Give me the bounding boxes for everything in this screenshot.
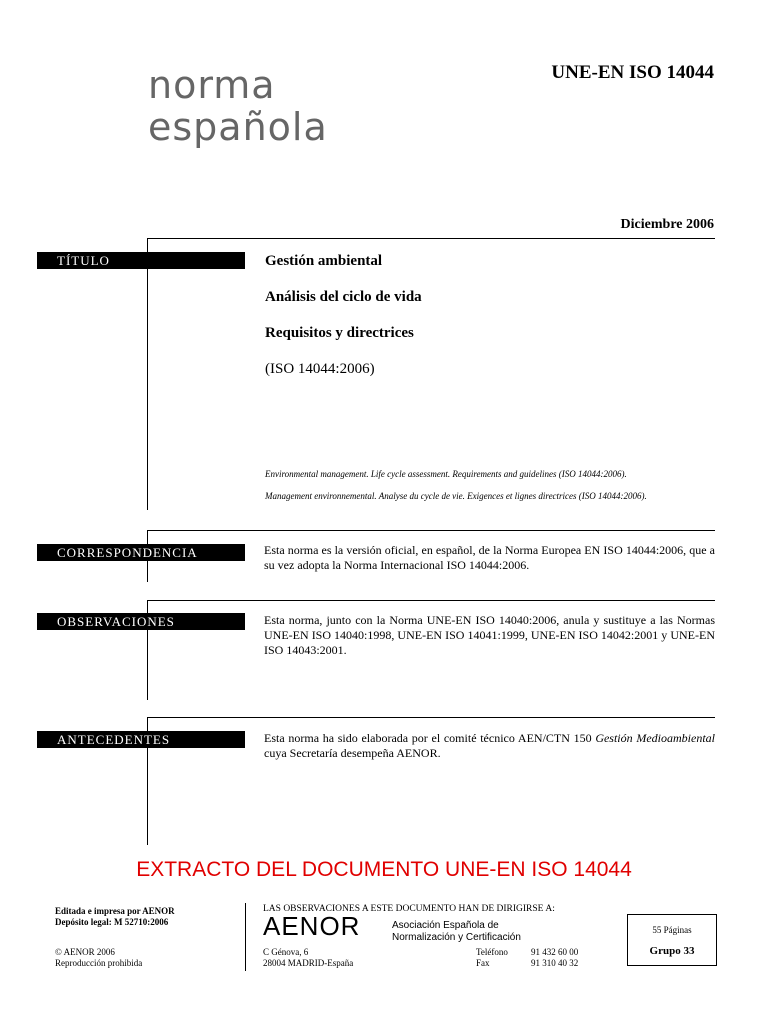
aenor-logo: AENOR	[263, 911, 361, 941]
org-name-line-1: Asociación Española de	[392, 920, 499, 931]
titulo-label: TÍTULO	[37, 252, 245, 269]
phone-number: 91 432 60 00	[531, 947, 579, 957]
address-street: C Génova, 6	[263, 947, 309, 957]
address-city: 28004 MADRID-España	[263, 958, 354, 968]
title-line-3: Requisitos y directrices	[265, 325, 414, 341]
pages-group-box	[627, 914, 717, 966]
observaciones-label: OBSERVACIONES	[37, 613, 245, 630]
fax-label: Fax	[476, 958, 490, 968]
price-group: Grupo 33	[649, 945, 695, 957]
footer-publisher-block	[55, 906, 175, 928]
legal-deposit: Depósito legal: M 52710:2006	[55, 917, 169, 927]
org-name-line-2: Normalización y Certificación	[392, 932, 521, 943]
footer-copyright-block	[55, 947, 142, 969]
correspondencia-label: CORRESPONDENCIA	[37, 544, 245, 561]
antecedentes-text	[264, 731, 715, 761]
antecedentes-label: ANTECEDENTES	[37, 731, 245, 748]
brand-line-espanola: española	[148, 105, 328, 149]
iso-reference: (ISO 14044:2006)	[265, 361, 375, 377]
reproduction-notice: Reproducción prohibida	[55, 958, 143, 968]
aenor-org-name	[392, 920, 521, 944]
footer-divider	[245, 903, 246, 971]
french-title: Management environnemental. Analyse du cycle de vie. Exigences et lignes directrices (ISO 14044:2006).	[265, 491, 647, 501]
antecedentes-text-end: cuya Secretaría desempeña AENOR.	[264, 746, 441, 760]
titulo-vertical-rule	[147, 238, 148, 510]
edited-by: Editada e impresa por AENOR	[55, 906, 175, 916]
title-line-2: Análisis del ciclo de vida	[265, 289, 422, 305]
title-line-1: Gestión ambiental	[265, 253, 383, 269]
correspondencia-text: Esta norma es la versión oficial, en español, de la Norma Europea EN ISO 14044:2006, que a su vez adopta la Norma Internacional ISO 14044:2006.	[264, 543, 715, 572]
brand-line-norma: norma	[148, 63, 276, 107]
contact-values	[531, 947, 578, 969]
observaciones-text: Esta norma, junto con la Norma UNE-EN ISO 14040:2006, anula y sustituye a las Normas UNE-EN ISO 14040:1998, UNE-EN ISO 14041:1999, UNE-EN ISO 14042:2001 y UNE-EN ISO 14043:2001.	[264, 613, 715, 657]
address-block	[263, 947, 353, 969]
antecedentes-committee-name: Gestión Medioambiental	[595, 731, 715, 745]
publication-date: Diciembre 2006	[620, 217, 714, 232]
observaciones-horizontal-rule	[147, 600, 715, 601]
english-title: Environmental management. Life cycle assessment. Requirements and guidelines (ISO 14044:2006).	[265, 469, 627, 479]
antecedentes-text-start: Esta norma ha sido elaborada por el comité técnico AEN/CTN 150	[264, 731, 596, 745]
antecedentes-horizontal-rule	[147, 717, 715, 718]
standard-code: UNE-EN ISO 14044	[551, 62, 714, 83]
correspondencia-horizontal-rule	[147, 530, 715, 531]
fax-number: 91 310 40 32	[531, 958, 579, 968]
phone-label: Teléfono	[476, 947, 508, 957]
observations-heading: LAS OBSERVACIONES A ESTE DOCUMENTO HAN DE DIRIGIRSE A:	[263, 904, 555, 914]
titulo-horizontal-rule	[147, 238, 715, 239]
extract-notice: EXTRACTO DEL DOCUMENTO UNE-EN ISO 14044	[136, 858, 632, 881]
contact-labels	[476, 947, 508, 969]
page-count: 55 Páginas	[652, 925, 692, 935]
copyright: © AENOR 2006	[55, 947, 115, 957]
